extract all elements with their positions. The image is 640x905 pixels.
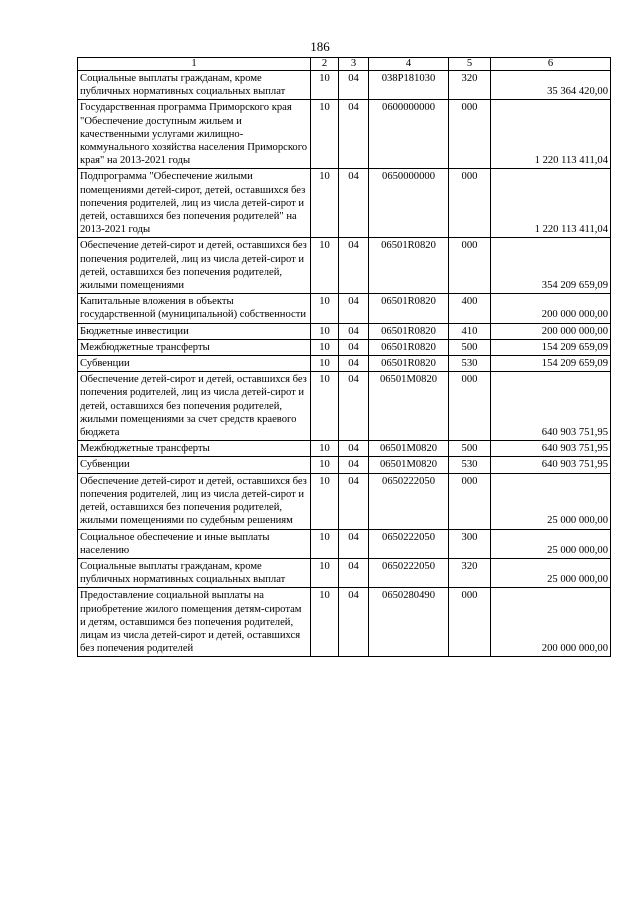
row-amount-cell: 640 903 751,95 [491,372,611,441]
table-row [78,339,611,355]
table-row [78,323,611,339]
row-target-code-cell: 06501R0820 [369,356,449,372]
column-header-2: 2 [311,58,339,71]
column-header-3: 3 [339,58,369,71]
row-section-cell: 10 [311,238,339,294]
row-section-cell: 10 [311,457,339,473]
row-expense-type-cell: 400 [449,294,491,323]
row-amount-cell: 25 000 000,00 [491,558,611,587]
row-subsection-cell: 04 [339,457,369,473]
row-expense-type-cell: 000 [449,238,491,294]
column-header-1: 1 [78,58,311,71]
table-row [78,441,611,457]
row-target-code-cell: 06501R0820 [369,339,449,355]
row-subsection-cell: 04 [339,339,369,355]
row-expense-type-cell: 000 [449,473,491,529]
row-target-code-cell: 0650000000 [369,169,449,238]
row-name-cell: Подпрограмма "Обеспечение жилыми помещениями детей-сирот, детей, оставшихся без попечения родителей, лиц из числа детей-сирот и детей, оставшихся без попечения родителей" на 2013-2021 годы [78,169,311,238]
row-amount-cell: 154 209 659,09 [491,339,611,355]
row-name-cell: Социальные выплаты гражданам, кроме публичных нормативных социальных выплат [78,558,311,587]
row-target-code-cell: 0650222050 [369,473,449,529]
row-section-cell: 10 [311,323,339,339]
row-subsection-cell: 04 [339,169,369,238]
row-target-code-cell: 06501M0820 [369,372,449,441]
row-subsection-cell: 04 [339,71,369,100]
row-amount-cell: 200 000 000,00 [491,294,611,323]
row-amount-cell: 1 220 113 411,04 [491,169,611,238]
row-target-code-cell: 0650222050 [369,558,449,587]
row-name-cell: Обеспечение детей-сирот и детей, оставшихся без попечения родителей, лиц из числа детей-сирот и детей, оставшихся без попечения родителей, жилыми помещениями за счет средств краевого бюджета [78,372,311,441]
row-name-cell: Субвенции [78,356,311,372]
row-subsection-cell: 04 [339,238,369,294]
row-target-code-cell: 0600000000 [369,100,449,169]
row-subsection-cell: 04 [339,100,369,169]
row-section-cell: 10 [311,100,339,169]
row-amount-cell: 354 209 659,09 [491,238,611,294]
row-expense-type-cell: 500 [449,441,491,457]
row-section-cell: 10 [311,473,339,529]
page-number: 186 [310,39,330,54]
row-section-cell: 10 [311,294,339,323]
row-name-cell: Государственная программа Приморского края "Обеспечение доступным жильем и качественными услугами жилищно-коммунального хозяйства населения Приморского края" на 2013-2021 годы [78,100,311,169]
row-subsection-cell: 04 [339,558,369,587]
row-target-code-cell: 06501R0820 [369,294,449,323]
row-subsection-cell: 04 [339,294,369,323]
table-row [78,473,611,529]
budget-table [77,57,611,657]
row-expense-type-cell: 320 [449,71,491,100]
row-name-cell: Бюджетные инвестиции [78,323,311,339]
table-row [78,71,611,100]
row-subsection-cell: 04 [339,441,369,457]
row-target-code-cell: 06501R0820 [369,323,449,339]
column-header-4: 4 [369,58,449,71]
row-name-cell: Межбюджетные трансферты [78,339,311,355]
table-row [78,169,611,238]
row-target-code-cell: 06501M0820 [369,441,449,457]
row-expense-type-cell: 000 [449,100,491,169]
row-section-cell: 10 [311,339,339,355]
row-target-code-cell: 0650222050 [369,529,449,558]
row-subsection-cell: 04 [339,473,369,529]
row-section-cell: 10 [311,558,339,587]
table-row [78,558,611,587]
table-row [78,588,611,657]
row-section-cell: 10 [311,372,339,441]
row-subsection-cell: 04 [339,372,369,441]
row-amount-cell: 640 903 751,95 [491,441,611,457]
row-expense-type-cell: 500 [449,339,491,355]
row-target-code-cell: 038P181030 [369,71,449,100]
table-row [78,529,611,558]
table-body [78,71,611,657]
row-section-cell: 10 [311,169,339,238]
row-section-cell: 10 [311,441,339,457]
row-amount-cell: 25 000 000,00 [491,529,611,558]
row-amount-cell: 640 903 751,95 [491,457,611,473]
row-subsection-cell: 04 [339,323,369,339]
row-amount-cell: 200 000 000,00 [491,588,611,657]
row-target-code-cell: 06501R0820 [369,238,449,294]
row-expense-type-cell: 530 [449,356,491,372]
row-name-cell: Социальные выплаты гражданам, кроме публичных нормативных социальных выплат [78,71,311,100]
column-header-6: 6 [491,58,611,71]
row-subsection-cell: 04 [339,356,369,372]
row-section-cell: 10 [311,529,339,558]
row-expense-type-cell: 530 [449,457,491,473]
row-subsection-cell: 04 [339,529,369,558]
table-row [78,372,611,441]
row-target-code-cell: 0650280490 [369,588,449,657]
row-expense-type-cell: 000 [449,169,491,238]
row-name-cell: Межбюджетные трансферты [78,441,311,457]
row-name-cell: Субвенции [78,457,311,473]
row-name-cell: Социальное обеспечение и иные выплаты населению [78,529,311,558]
table-row [78,356,611,372]
table-header-row [78,58,611,71]
row-amount-cell: 35 364 420,00 [491,71,611,100]
row-name-cell: Капитальные вложения в объекты государственной (муниципальной) собственности [78,294,311,323]
row-section-cell: 10 [311,356,339,372]
table-row [78,100,611,169]
row-amount-cell: 154 209 659,09 [491,356,611,372]
table-row [78,294,611,323]
row-section-cell: 10 [311,588,339,657]
table-row [78,457,611,473]
table-row [78,238,611,294]
row-expense-type-cell: 300 [449,529,491,558]
row-amount-cell: 1 220 113 411,04 [491,100,611,169]
row-name-cell: Предоставление социальной выплаты на приобретение жилого помещения детям-сиротам и детям, оставшимся без попечения родителей, лицам из числа детей-сирот и детей, оставшихся без попечения родителей [78,588,311,657]
column-header-5: 5 [449,58,491,71]
row-subsection-cell: 04 [339,588,369,657]
row-amount-cell: 25 000 000,00 [491,473,611,529]
row-target-code-cell: 06501M0820 [369,457,449,473]
row-amount-cell: 200 000 000,00 [491,323,611,339]
row-expense-type-cell: 000 [449,588,491,657]
row-expense-type-cell: 320 [449,558,491,587]
row-name-cell: Обеспечение детей-сирот и детей, оставшихся без попечения родителей, лиц из числа детей-сирот и детей, оставшихся без попечения родителей, жилыми помещениями по судебным решениям [78,473,311,529]
row-name-cell: Обеспечение детей-сирот и детей, оставшихся без попечения родителей, лиц из числа детей-сирот и детей, оставшихся без попечения родителей, жилыми помещениями [78,238,311,294]
row-expense-type-cell: 000 [449,372,491,441]
row-expense-type-cell: 410 [449,323,491,339]
row-section-cell: 10 [311,71,339,100]
